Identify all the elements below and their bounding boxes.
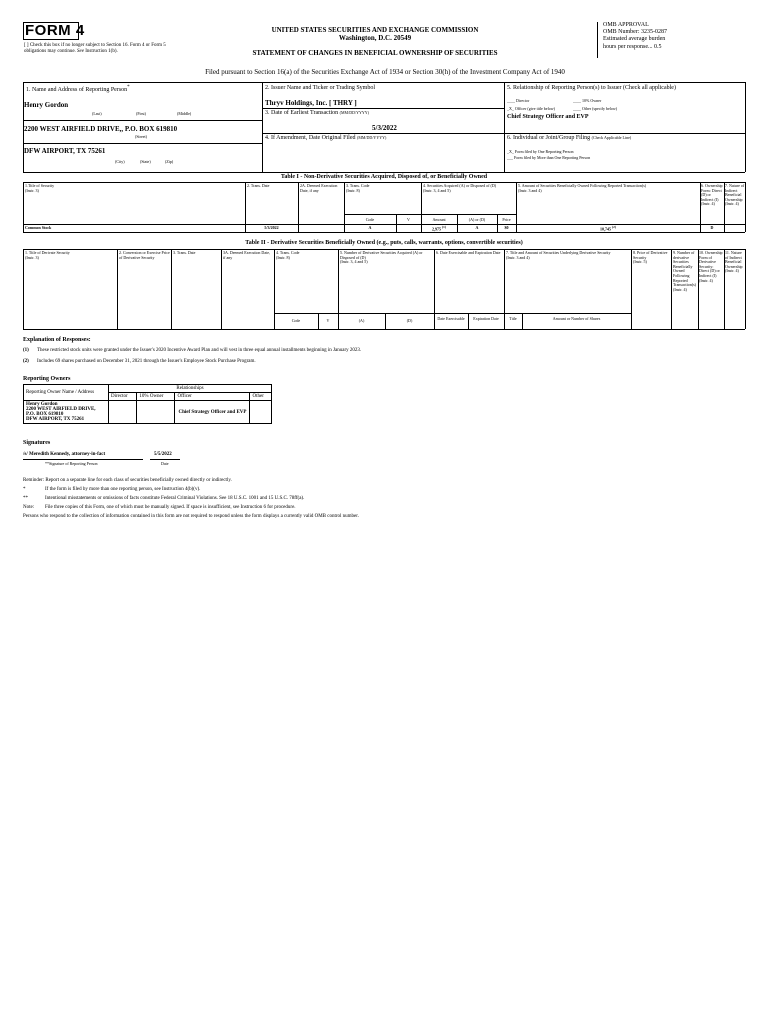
t2-sub-a: (A) [358, 318, 365, 323]
t2-col-deemed [221, 249, 222, 329]
reminder-text: Reminder: Report on a separate line for each class of securities beneficially owned directly or indirectly. [23, 478, 232, 483]
t1-col6-instr: (Instr. 4) [701, 201, 715, 207]
t1-row-code: A [368, 225, 372, 230]
t1-col3-instr: (Instr. 8) [346, 187, 360, 193]
t2-col-edge [23, 249, 24, 329]
ro-owner-cell [24, 401, 109, 424]
ro-owner-city: DFW AIRPORT, TX 75261 [26, 417, 85, 422]
t1-sub-ad: (A) or (D) [468, 217, 486, 222]
t2-col7-header [506, 251, 630, 260]
footnote-1-number: (1) [23, 348, 29, 353]
reporting-person-name: Henry Gordon [24, 101, 69, 109]
t2-col7-label: 7. Title and Amount of Securities Underlying Derivative Security [506, 250, 611, 255]
footnote-1-text: These restricted stock units were granted under the Issuer's 2020 Incentive Award Plan and will vest in three equal annual installments beginning in January 2023. [37, 348, 362, 353]
t2-col9-header [673, 251, 698, 292]
table2-title: Table II - Derivative Securities Beneficially Owned (e.g., puts, calls, warrants, options, convertible securities) [245, 240, 523, 246]
box3-label [265, 110, 369, 117]
t1-col4-label: 4. Securities Acquired (A) or Disposed of (D) [423, 183, 497, 188]
ro-owner-street: 2200 WEST AIRFIELD DRIVE, [26, 407, 96, 412]
t2-col10-instr: (Instr. 4) [699, 277, 713, 283]
t2-col4-label: 4. Trans. Code [276, 250, 300, 255]
ro-col-10pct: 10% Owner [137, 393, 175, 401]
t1-col3-label: 3. Trans. Code [346, 183, 370, 188]
section16-checkbox-text [24, 43, 174, 55]
omb-approval-block [603, 22, 743, 51]
name-last-label: (Last) [92, 111, 102, 116]
box6-label-note: (Check Applicable Line) [591, 135, 632, 140]
t1-col4-header [423, 184, 515, 193]
footer-dstar: ** [23, 496, 28, 501]
t2-col9-instr: (Instr. 4) [673, 286, 687, 292]
box5-label: 5. Relationship of Reporting Person(s) to Issuer (Check all applicable) [507, 85, 676, 91]
ro-owner-name: Henry Gordon [26, 402, 58, 407]
omb-burden-line1: Estimated average burden [603, 36, 666, 43]
t1-col3-header [346, 184, 394, 193]
reporting-person-city: DFW AIRPORT, TX 75261 [24, 147, 106, 155]
t2-col4-instr: (Instr. 8) [276, 254, 290, 260]
street-label: (Street) [135, 134, 147, 139]
t2-col5-header [340, 251, 433, 265]
table1-col-v [396, 214, 397, 232]
ro-col-relationships: Relationships [109, 385, 272, 393]
omb-control-notice: Persons who respond to the collection of information contained in this form are not required to respond unless the form displays a currently valid OMB control number. [23, 514, 359, 519]
t2-col11-instr: (Instr. 4) [725, 268, 739, 274]
top-boxes-top-rule [23, 82, 745, 83]
t1-sub-amount: Amount [432, 217, 446, 222]
t2-col11-header [725, 251, 745, 274]
box2-label: 2. Issuer Name and Ticker or Trading Symbol [265, 85, 375, 91]
t1-col2a-header: 2A. Deemed Execution Date, if any [300, 183, 338, 193]
t2-sub-v: V [326, 318, 330, 323]
t1-col4-instr: (Instr. 3, 4 and 5) [423, 187, 451, 193]
relationship-officer[interactable]: _X_ Officer (give title below) [507, 106, 555, 111]
state-label: (State) [140, 159, 151, 164]
t1-sub-code: Code [365, 217, 375, 222]
box1-street-rule [23, 120, 262, 121]
t2-sub-expiration: Expiration Date [473, 316, 499, 321]
t2-col-right [745, 249, 746, 329]
table2-subheader-rule [274, 313, 631, 314]
t1-col1-header [25, 184, 54, 193]
box3-label-text: 3. Date of Earliest Transaction [265, 110, 339, 116]
t1-col5-instr: (Instr. 3 and 4) [518, 187, 542, 193]
ro-col-name: Reporting Owner Name / Address [24, 385, 109, 401]
box2-box3-rule [262, 108, 504, 109]
t1-row-title: Common Stock [25, 225, 52, 230]
t1-col7-label: 7. Nature of Indirect Beneficial Ownership [725, 183, 745, 202]
box4-label-text: 4. If Amendment, Date Original Filed [265, 135, 356, 141]
agency-name: UNITED STATES SECURITIES AND EXCHANGE COMMISSION [271, 26, 479, 34]
table1-col-owned [516, 182, 517, 232]
t2-col-conv [117, 249, 118, 329]
omb-approval: OMB APPROVAL [603, 22, 649, 28]
table1-col-code [344, 182, 345, 232]
box1-divider [262, 82, 263, 172]
t1-col6-header [701, 184, 724, 207]
t2-col3a-header: 3A. Deemed Execution Date, if any [223, 250, 270, 260]
footnote-2-number: (2) [23, 359, 29, 364]
ro-other-cell [250, 401, 272, 424]
signature-date-rule [150, 459, 180, 460]
box5-divider [504, 82, 505, 172]
t1-col1-label: 1.Title of Security [25, 183, 55, 188]
footer-dstar-text: Intentional misstatements or omissions of facts constitute Federal Criminal Violations. See 18 U.S.C. 1001 and 15 U.S.C. 78ff(a). [45, 496, 305, 501]
box3-format: (MM/DD/YYYY) [339, 110, 369, 115]
relationship-10pct-owner[interactable]: ____ 10% Owner [573, 98, 602, 103]
t2-col9-label: 9. Number of derivative Securities Beneficially Owned Following Reported Transaction(s) [673, 250, 696, 288]
officer-title: Chief Strategy Officer and EVP [507, 114, 589, 120]
t2-sub-d: (D) [406, 318, 413, 323]
t2-col8-header [633, 251, 670, 265]
box4-format: (MM/DD/YYYY) [356, 135, 387, 140]
top-boxes-right-edge [745, 82, 746, 172]
ro-data-row [24, 401, 272, 424]
footnote-2-text: Includes 69 shares purchased on December 31, 2021 through the Issuer's Employee Stock Purchase Program. [37, 359, 256, 364]
name-middle-label: (Middle) [177, 111, 192, 116]
box1-city-rule [23, 143, 262, 144]
box6-label-text: 6. Individual or Joint/Group Filing [507, 135, 591, 141]
t2-col-code [274, 249, 275, 329]
reporting-person-street: 2200 WEST AIRFIELD DRIVE,, P.O. BOX 619810 [24, 125, 178, 133]
t2-sub-exercisable: Date Exercisable [437, 316, 465, 321]
ro-officer-cell: Chief Strategy Officer and EVP [175, 401, 250, 424]
footer-star-text: If the form is filed by more than one reporting person, see Instruction 4(b)(v). [45, 487, 201, 492]
t2-col8-instr: (Instr. 5) [633, 259, 647, 265]
signature-date: 5/5/2022 [154, 452, 172, 457]
omb-burden-line2: hours per response... 0.5 [603, 43, 662, 50]
ro-header-row [24, 385, 272, 393]
ro-col-director: Director [109, 393, 137, 401]
box3-box4-rule [262, 133, 504, 134]
t1-row-amount-footnote: (1) [442, 225, 446, 229]
filed-pursuant: Filed pursuant to Section 16(a) of the Securities Exchange Act of 1934 or Section 30(h) of the Investment Company Act of 1940 [205, 68, 565, 76]
t1-row-owned [516, 226, 700, 232]
table1-col-right [745, 182, 746, 232]
t2-col3-header: 3. Trans. Date [173, 250, 196, 255]
see-word: See [77, 49, 84, 54]
city-label: (City) [115, 159, 125, 164]
t1-col7-instr: (Instr. 4) [725, 201, 739, 207]
t2-col1-label: 1. Title of Derivate Security [25, 250, 70, 255]
t2-col11-label: 11. Nature of Indirect Beneficial Ownership [725, 250, 743, 269]
reporting-owners-heading: Reporting Owners [23, 376, 71, 382]
reporting-owners-table [23, 384, 272, 424]
agency-city: Washington, D.C. 20549 [338, 34, 412, 42]
t1-col5-header [518, 184, 698, 193]
ro-col-other: Other [250, 393, 272, 401]
explanation-heading: Explanation of Responses: [23, 337, 91, 343]
t1-row-amount [421, 226, 457, 232]
t2-sub-code: Code [291, 318, 301, 323]
ro-col-officer: Officer [175, 393, 250, 401]
t2-col4-header [276, 251, 336, 260]
table1-col-edge [23, 182, 24, 232]
table1-header-rule [23, 224, 745, 225]
footer-note-text: File three copies of this Form, one of which must be manually signed. If space is insufficient, see Instruction 6 for procedure. [45, 505, 296, 510]
ro-owner-pobox: P.O. BOX 619810 [26, 412, 64, 417]
t2-col7-instr: (Instr. 3 and 4) [506, 254, 530, 260]
t1-row-ad: A [475, 225, 479, 230]
name-first-label: (First) [136, 111, 146, 116]
ro-10pct-cell [137, 401, 175, 424]
t1-row-price: $0 [504, 225, 509, 230]
filing-option-one[interactable]: _X_ Form filed by One Reporting Person [507, 149, 574, 154]
signature-rule [23, 459, 143, 460]
section16-checkbox-label[interactable]: [ ] Check this box if no longer subject to Section 16. Form 4 or Form 5 obligations may continue. [24, 43, 166, 54]
t2-col1-header [25, 251, 115, 260]
relationship-other[interactable]: ____ Other (specify below) [573, 106, 618, 111]
t1-row-owned-value: 10,745 [600, 226, 612, 232]
t2-col-date [171, 249, 172, 329]
t2-col-number [338, 249, 339, 329]
t2-sub-amount: Amount or Number of Shares [552, 316, 601, 321]
t1-row-amount-value: 2,975 [432, 226, 442, 232]
footer-note-label: Note: [23, 505, 35, 510]
form-title: FORM 4 [25, 22, 85, 39]
top-boxes-bottom-rule [23, 172, 745, 173]
zip-label: (Zip) [165, 159, 174, 164]
omb-number: OMB Number: 3235-0287 [603, 29, 667, 36]
t2-col1-instr: (Instr. 3) [25, 254, 39, 260]
t2-sub-title: Title [509, 316, 517, 321]
t2-col2-header: 2. Conversion or Exercise Price of Derivative Security [119, 250, 170, 260]
table1-bottom-rule [23, 232, 745, 233]
signatures-heading: Signatures [23, 440, 51, 446]
box1-asterisk: * [127, 85, 130, 90]
footer-star: * [23, 487, 26, 492]
t1-row-date: 5/3/2022 [264, 225, 279, 230]
t2-col-price [631, 249, 632, 329]
table1-col-date [245, 182, 246, 232]
t1-row-owned-footnote: (2) [612, 225, 616, 229]
t2-col6-header: 6. Date Exercisable and Expiration Date [436, 250, 501, 255]
statement-title: STATEMENT OF CHANGES IN BENEFICIAL OWNERSHIP OF SECURITIES [252, 49, 498, 57]
table1-subheader-rule [344, 214, 516, 215]
table1-title: Table I - Non-Derivative Securities Acquired, Disposed of, or Beneficially Owned [280, 174, 488, 180]
table1-col-securities [421, 182, 422, 232]
earliest-transaction-date: 5/3/2022 [372, 124, 397, 132]
box1-label-text: 1. Name and Address of Reporting Person [26, 87, 128, 93]
instruction-ref: Instruction 1(b). [85, 49, 118, 54]
t1-col5-label: 5. Amount of Securities Beneficially Owned Following Reported Transaction(s) [518, 183, 647, 188]
t2-col10-header [699, 251, 724, 283]
box6-label [507, 135, 631, 142]
signature-value: /s/ Meredith Kennedy, attorney-in-fact [23, 452, 106, 457]
t2-col5-instr: (Instr. 3, 4 and 5) [340, 259, 368, 265]
t1-row-form: D [710, 225, 714, 230]
table2-bottom-rule [23, 329, 745, 330]
relationship-director[interactable]: ____ Director [507, 98, 530, 103]
t1-sub-v: V [407, 217, 410, 222]
box5-box6-rule [504, 133, 745, 134]
table1-col-deemed [298, 182, 299, 232]
box1-label [26, 85, 130, 94]
signature-date-label: Date [161, 461, 169, 466]
box4-label [265, 135, 386, 142]
omb-divider [597, 22, 598, 58]
t2-col8-label: 8. Price of Derivative Security [633, 250, 668, 260]
t1-col2-header: 2. Trans. Date [247, 183, 270, 188]
ro-director-cell [109, 401, 137, 424]
t1-col6-label: 6. Ownership Form: Direct (D) or Indirect (I) [701, 183, 723, 202]
t2-col-owned [671, 249, 672, 329]
t1-col1-instr: (Instr. 3) [25, 187, 39, 193]
t1-col7-header [725, 184, 745, 207]
issuer-name: Thryv Holdings, Inc. [ THRY ] [265, 99, 357, 107]
filing-option-group[interactable]: ___ Form filed by More than One Reporting Person [507, 155, 591, 160]
t2-col5-label: 5. Number of Derivative Securities Acquired (A) or Disposed of (D) [340, 250, 423, 260]
t1-sub-price: Price [502, 217, 511, 222]
t2-col10-label: 10. Ownership Form of Derivative Security: Direct (D) or Indirect (I) [699, 250, 723, 278]
signature-label: **Signature of Reporting Person [45, 461, 98, 466]
